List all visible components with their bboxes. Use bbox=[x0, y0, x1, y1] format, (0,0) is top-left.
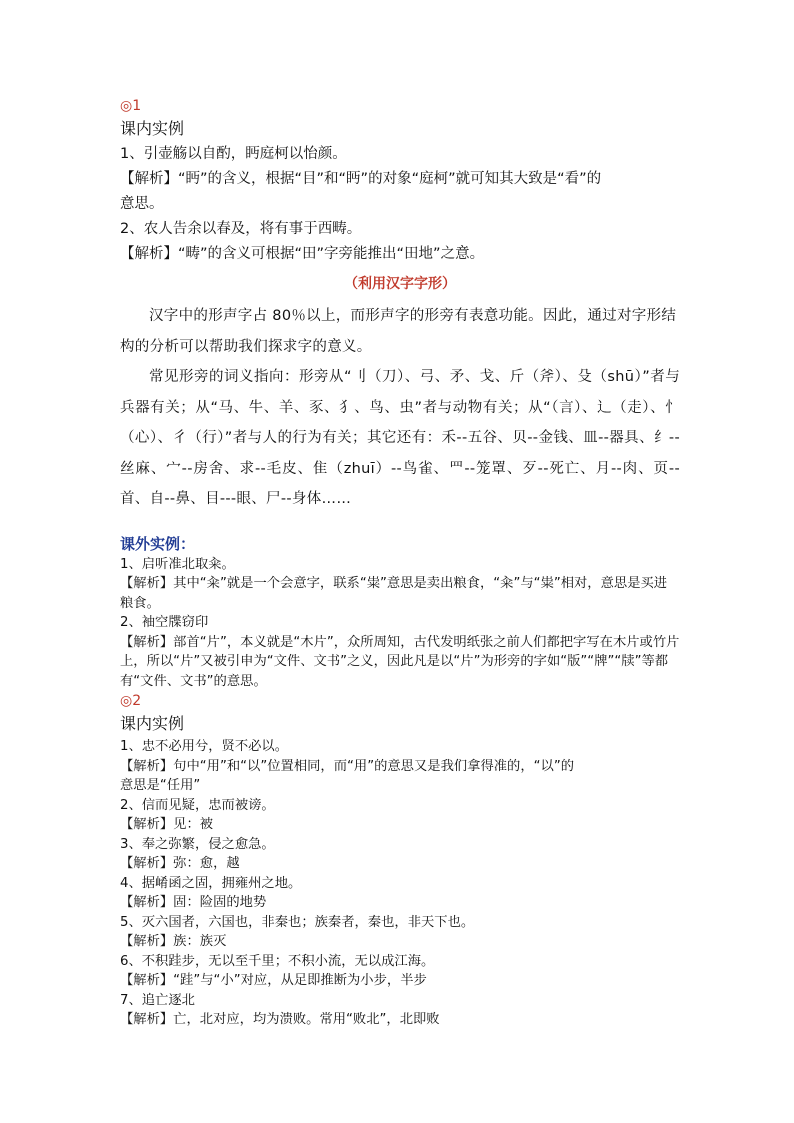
extra-example-1: 1、启听准北取籴。 bbox=[120, 556, 235, 572]
part2-heading: 课内实例 bbox=[120, 714, 185, 733]
part2-lines bbox=[120, 737, 680, 1030]
section-marker-2: ◎2 bbox=[120, 693, 142, 709]
method-paragraph-1: 汉字中的形声字占 80％以上，而形声字的形旁有表意功能。因此，通过对字形结构的分析可以帮助我们探求字的意义。 bbox=[120, 308, 677, 355]
part1-heading: 课内实例 bbox=[120, 119, 185, 138]
part2-line: 7、追亡逐北 bbox=[120, 992, 195, 1008]
extra-examples-title: 课外实例： bbox=[120, 534, 196, 553]
document-page bbox=[120, 96, 680, 1030]
part2-line: 意思是“任用” bbox=[120, 778, 201, 793]
part1-example-1-analysis-cont: 意思。 bbox=[120, 196, 164, 212]
extra-example-2-analysis: 【解析】部首“片”，本义就是“木片”，众所周知，古代发明纸张之前人们都把字写在木片或竹片上，所以“片”又被引申为“文件、文书”之义，因此凡是以“片”为形旁的字如“版”“牌”“牍”等都有“文件、文书”的意思。 bbox=[120, 634, 680, 689]
part2-line: 【解析】族：族灭 bbox=[120, 934, 227, 949]
part2-line: 2、信而见疑，忠而被谤。 bbox=[120, 797, 275, 813]
part1-example-1: 1、引壶觞以自酌，眄庭柯以怡颜。 bbox=[120, 146, 347, 162]
part2-line: 4、据崤函之固，拥雍州之地。 bbox=[120, 875, 302, 891]
part2-line: 3、奉之弥繁，侵之愈急。 bbox=[120, 836, 275, 852]
part2-line: 【解析】亡，北对应，均为溃败。常用“败北”，北即败 bbox=[120, 1012, 440, 1027]
part2-line: 【解析】见：被 bbox=[120, 817, 214, 832]
extra-example-2: 2、袖空牒窃印 bbox=[120, 615, 209, 630]
extra-example-1-analysis: 【解析】其中“籴”就是一个会意字，联系“粜”意思是卖出粮食，“籴”与“粜”相对，意思是买进粮食。 bbox=[120, 576, 668, 611]
method-title: （利用汉字字形） bbox=[344, 276, 456, 292]
part2-line: 5、灭六国者，六国也，非秦也；族秦者，秦也，非天下也。 bbox=[120, 914, 475, 930]
part1-example-2: 2、农人告余以春及，将有事于西畴。 bbox=[120, 221, 362, 237]
part2-line: 【解析】弥：愈，越 bbox=[120, 856, 240, 871]
part2-line: 6、不积跬步，无以至千里；不积小流，无以成江海。 bbox=[120, 953, 435, 969]
section-marker-1: ◎1 bbox=[120, 98, 142, 114]
part2-line: 【解析】固：险固的地势 bbox=[120, 895, 267, 910]
part2-line: 1、忠不必用兮，贤不必以。 bbox=[120, 739, 289, 754]
part2-line: 【解析】“跬”与“小”对应，从足即推断为小步，半步 bbox=[120, 973, 427, 988]
part2-line: 【解析】句中“用”和“以”位置相同，而“用”的意思又是我们拿得准的，“以”的 bbox=[120, 758, 575, 774]
part1-example-1-analysis: 【解析】“眄”的含义，根据“目”和“眄”的对象“庭柯”就可知其大致是“看”的 bbox=[120, 171, 602, 187]
method-paragraph-2: 常见形旁的词义指向：形旁从“刂（刀）、弓、矛、戈、斤（斧）、殳（shū）”者与兵器有关；从“马、牛、羊、豕、犭、鸟、虫”者与动物有关；从“（言）、辶（走）、忄（心）、彳（行）”者与人的行为有关；其它还有：禾--五谷、贝--金钱、皿--器具、纟--丝麻、宀--房舍、求--毛皮、隹（zhuī）--鸟雀、罒--笼罩、歹--死亡、月--肉、页--首、自--鼻、目---眼、尸--身体…… bbox=[120, 369, 680, 507]
part1-example-2-analysis: 【解析】“畴”的含义可根据“田”字旁能推出“田地”之意。 bbox=[120, 246, 485, 262]
